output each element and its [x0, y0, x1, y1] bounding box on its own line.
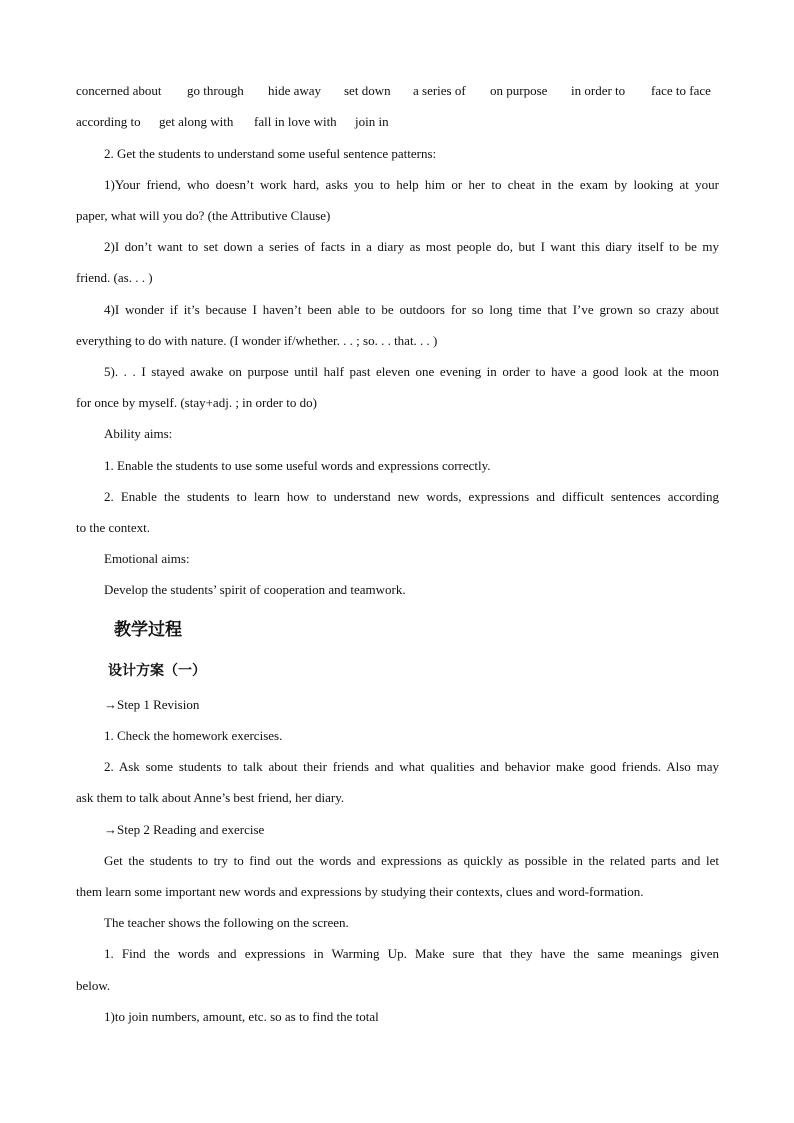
- ability-aim-2-line-2: to the context.: [76, 520, 151, 535]
- sentence-5-line-1: 5). . . I stayed awake on purpose until half past eleven one evening in order to have a good look at the moon: [104, 364, 719, 379]
- vocab-phrase: on purpose: [490, 83, 548, 98]
- vocab-phrase: get along with: [159, 114, 234, 129]
- step-2-paragraph-line-1: Get the students to try to find out the words and expressions as quickly as possible in the related parts and let: [104, 853, 719, 868]
- sentence-1-line-2: paper, what will you do? (the Attributive Clause): [76, 208, 331, 223]
- step-2-title: →Step 2 Reading and exercise: [104, 822, 265, 837]
- plan-heading: 设计方案（一）: [108, 663, 206, 679]
- ability-aim-2-line-1: 2. Enable the students to learn how to understand new words, expressions and difficult sentences according: [104, 489, 719, 504]
- sentence-2-line-1: 2)I don’t want to set down a series of facts in a diary as most people do, but I want this diary itself to be my: [104, 239, 719, 254]
- step-1-item-2-line-2: ask them to talk about Anne’s best friend, her diary.: [76, 790, 345, 805]
- emotional-aims-text: Develop the students’ spirit of cooperation and teamwork.: [104, 582, 406, 597]
- step-1-title: →Step 1 Revision: [104, 697, 200, 712]
- knowledge-item-2: 2. Get the students to understand some useful sentence patterns:: [104, 146, 437, 161]
- ability-aim-1: 1. Enable the students to use some useful words and expressions correctly.: [104, 458, 491, 473]
- vocab-phrase: join in: [355, 114, 389, 129]
- step-1-item-1: 1. Check the homework exercises.: [104, 728, 283, 743]
- sentence-5-line-2: for once by myself. (stay+adj. ; in order to do): [76, 395, 317, 410]
- emotional-aims-title: Emotional aims:: [104, 551, 190, 566]
- find-words-line-2: below.: [76, 978, 111, 993]
- vocab-phrase: in order to: [571, 83, 626, 98]
- vocab-row-1: [76, 82, 719, 100]
- ability-aims-title: Ability aims:: [104, 426, 173, 441]
- find-words-line-1: 1. Find the words and expressions in Warming Up. Make sure that they have the same meanings given: [104, 946, 719, 961]
- vocab-phrase: concerned about: [76, 83, 162, 98]
- vocab-phrase: go through: [187, 83, 244, 98]
- vocab-phrase: face to face: [651, 83, 711, 98]
- step-2-paragraph-line-2: them learn some important new words and expressions by studying their contexts, clues and word-formation.: [76, 884, 644, 899]
- vocab-phrase: hide away: [268, 83, 322, 98]
- vocab-phrase: a series of: [413, 83, 466, 98]
- sentence-4-line-1: 4)I wonder if it’s because I haven’t been able to be outdoors for so long time that I’ve grown so crazy about: [104, 302, 719, 317]
- vocab-phrase: according to: [76, 114, 141, 129]
- step-1-item-2-line-1: 2. Ask some students to talk about their friends and what qualities and behavior make good friends. Also may: [104, 759, 719, 774]
- definition-1: 1)to join numbers, amount, etc. so as to find the total: [104, 1009, 379, 1024]
- teaching-process-heading: 教学过程: [114, 620, 182, 640]
- sentence-4-line-2: everything to do with nature. (I wonder if/whether. . . ; so. . . that. . . ): [76, 333, 438, 348]
- sentence-1-line-1: 1)Your friend, who doesn’t work hard, asks you to help him or her to cheat in the exam by looking at your: [104, 177, 719, 192]
- teacher-shows-text: The teacher shows the following on the screen.: [104, 915, 349, 930]
- vocab-phrase: fall in love with: [254, 114, 337, 129]
- vocab-phrase: set down: [344, 83, 391, 98]
- vocab-row-2: [76, 113, 719, 131]
- sentence-2-line-2: friend. (as. . . ): [76, 270, 153, 285]
